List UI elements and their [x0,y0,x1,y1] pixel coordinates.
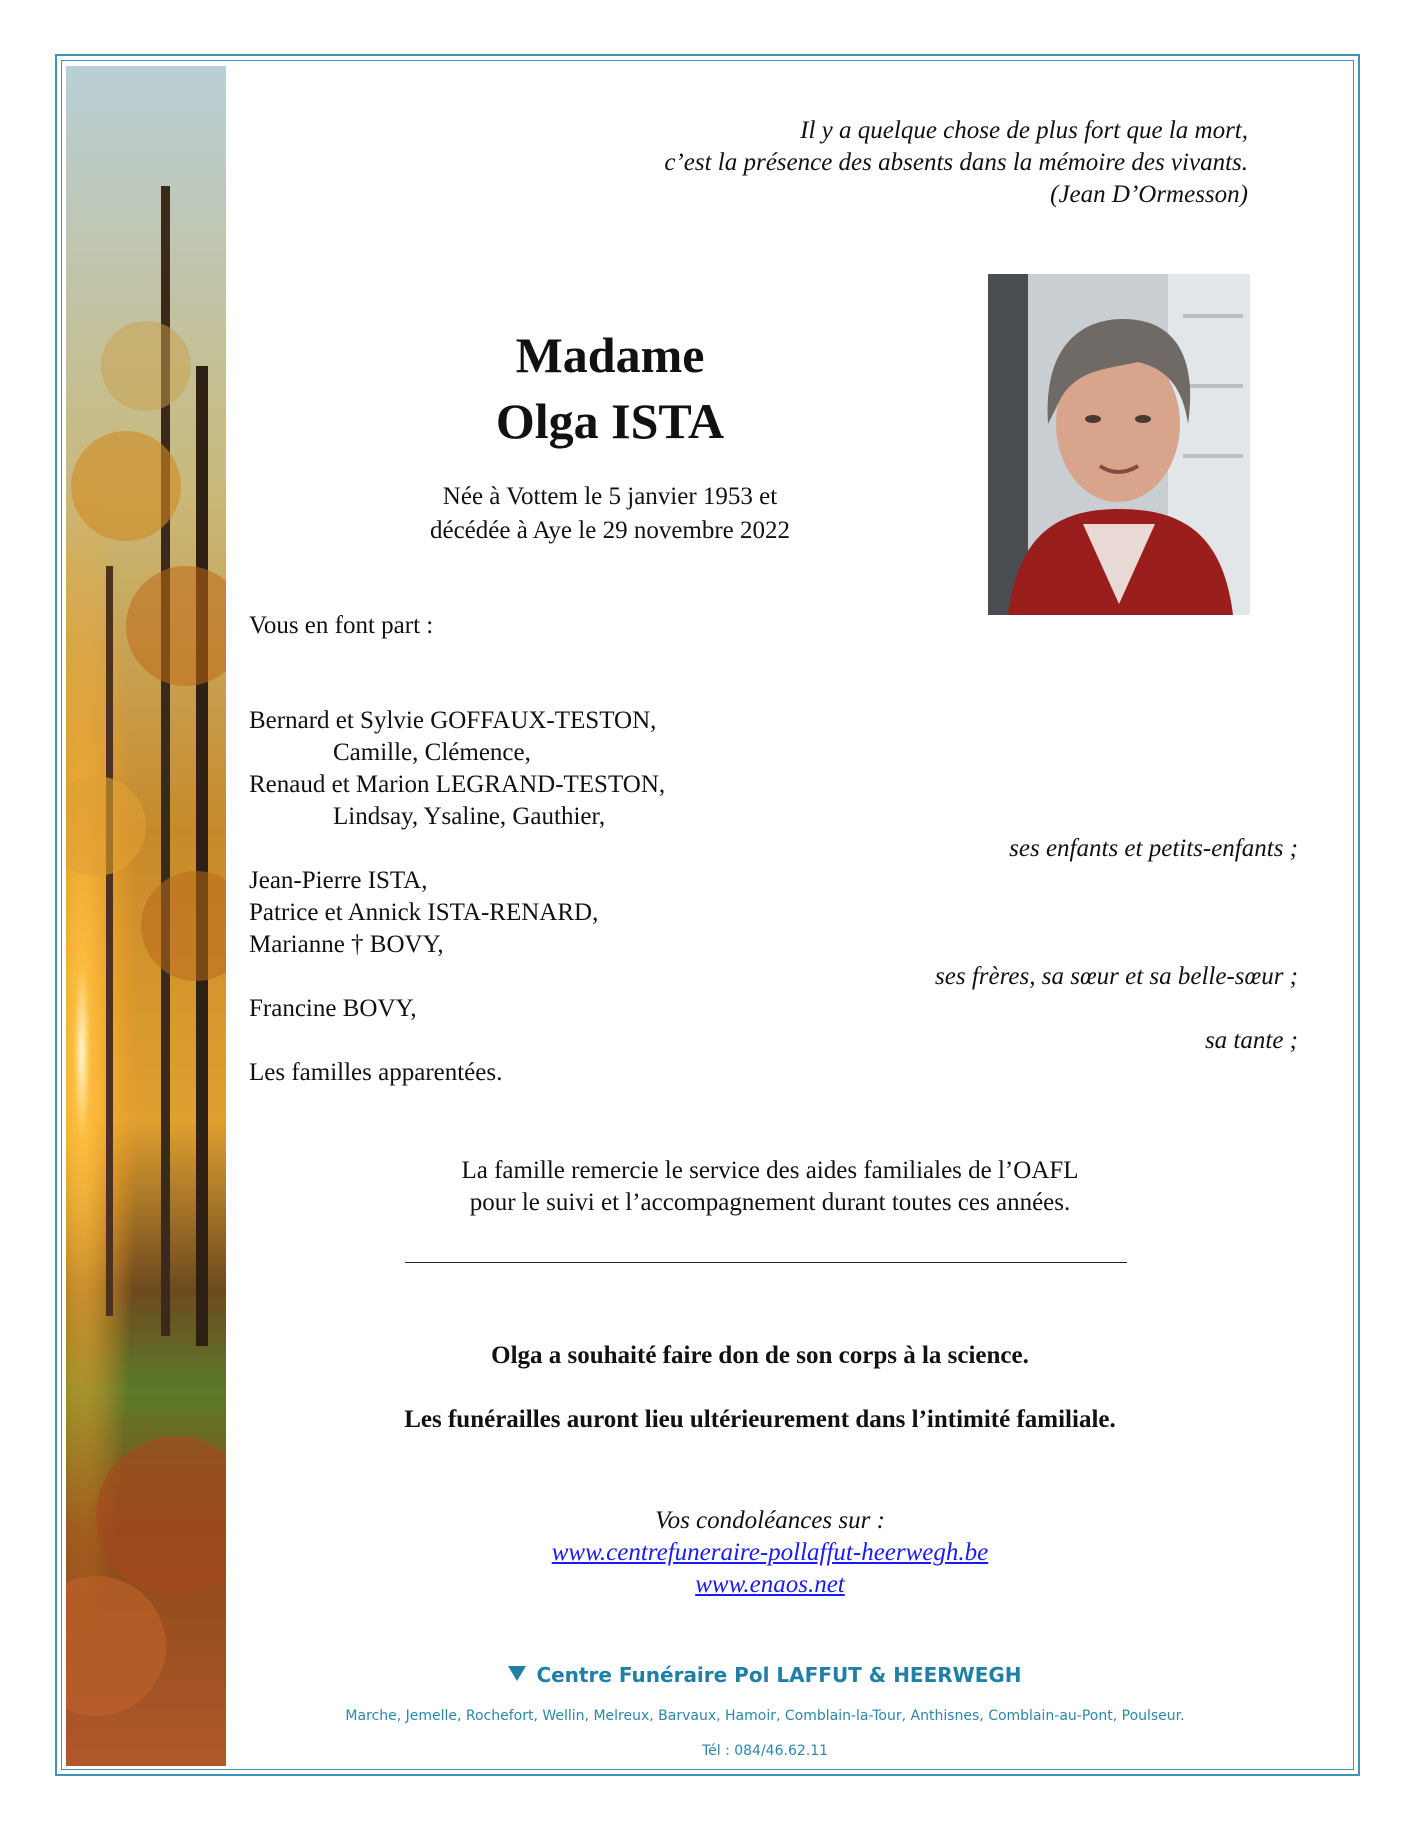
relation-children: ses enfants et petits-enfants ; [1009,835,1298,862]
funeral-notice: Les funérailles auront lieu ultérieurement dans l’intimité familiale. [404,1406,1116,1433]
quote-line-1: Il y a quelque chose de plus fort que la mort, [800,117,1248,144]
family-line: Marianne † BOVY, [249,931,444,958]
birth-line: Née à Vottem le 5 janvier 1953 et [442,483,778,510]
family-line: Francine BOVY, [249,995,417,1022]
triangle-down-icon [508,1666,526,1681]
deceased-name-block [380,322,840,454]
thanks-line-2: pour le suivi et l’accompagnement durant toutes ces années. [469,1189,1071,1216]
relation-siblings: ses frères, sa sœur et sa belle-sœur ; [935,963,1298,990]
funeral-home-name [240,1663,1290,1687]
separator-line [405,1262,1127,1263]
deceased-title: Madame [515,327,705,383]
family-line: Les familles apparentées. [249,1059,503,1086]
quote-line-2: c’est la présence des absents dans la mémoire des vivants. [664,149,1248,176]
family-line: Bernard et Sylvie GOFFAUX-TESTON, [249,707,657,734]
thanks-message [330,1155,1210,1219]
death-line: décédée à Aye le 29 novembre 2022 [429,517,791,544]
family-line: Patrice et Annick ISTA-RENARD, [249,899,599,926]
quote [500,115,1248,211]
deceased-name: Olga ISTA [495,393,725,449]
condolences-link-enaos[interactable]: www.enaos.net [695,1571,845,1598]
portrait-photo [988,274,1250,615]
family-line: Camille, Clémence, [333,739,531,766]
thanks-line-1: La famille remercie le service des aides familiales de l’OAFL [461,1157,1079,1184]
family-line: Jean-Pierre ISTA, [249,867,428,894]
towns-list: Marche, Jemelle, Rochefort, Wellin, Melreux, Barvaux, Hamoir, Comblain-la-Tour, Anthisnes, Comblain-au-Pont, Poulseur. [345,1708,1185,1724]
condolences-label: Vos condoléances sur : [655,1507,885,1534]
relation-aunt: sa tante ; [1204,1027,1298,1054]
condolences-block [380,1505,1160,1601]
company-name: Centre Funéraire Pol LAFFUT & HEERWEGH [536,1663,1022,1687]
telephone: Tél : 084/46.62.11 [701,1743,829,1759]
quote-author: (Jean D’Ormesson) [1050,181,1248,208]
life-dates [340,480,880,548]
announcement-intro: Vous en font part : [249,612,434,639]
family-line: Lindsay, Ysaline, Gauthier, [333,803,606,830]
donation-notice: Olga a souhaité faire don de son corps à la science. [491,1342,1029,1369]
autumn-forest-image [66,66,226,1766]
condolences-link-funeral-home[interactable]: www.centrefuneraire-pollaffut-heerwegh.be [551,1539,989,1566]
family-line: Renaud et Marion LEGRAND-TESTON, [249,771,666,798]
